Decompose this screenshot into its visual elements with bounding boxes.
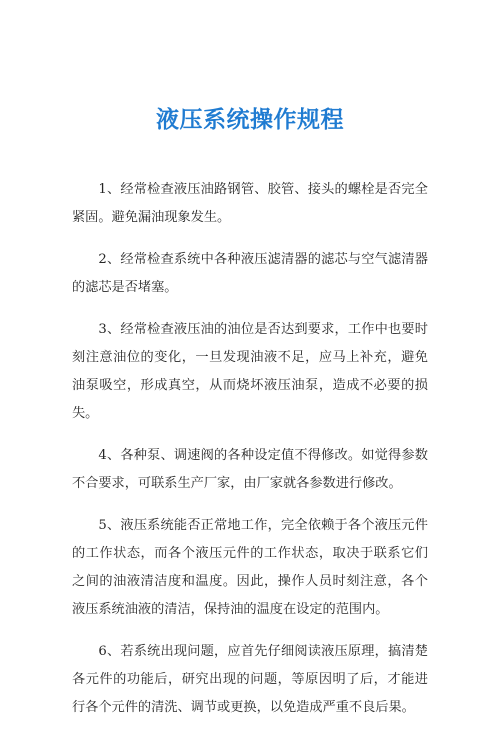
paragraph-6: 6、若系统出现问题，应首先仔细阅读液压原理，搞清楚各元件的功能后，研究出现的问题，等原因明了后，才能进行各个元件的清洗、调节或更换，以免造成严重不良后果。: [72, 644, 428, 715]
document-body: [72, 176, 428, 736]
paragraph-4: 4、各种泵、调速阀的各种设定值不得修改。如觉得参数不合要求，可联系生产厂家，由厂家就各参数进行修改。: [72, 448, 428, 491]
paragraph-1: 1、经常检查液压油路钢管、胶管、接头的螺栓是否完全紧固。避免漏油现象发生。: [72, 182, 428, 225]
paragraph-5: 5、液压系统能否正常地工作，完全依赖于各个液压元件的工作状态，而各个液压元件的工作状态，取决于联系它们之间的油液清洁度和温度。因此，操作人员时刻注意，各个液压系统油液的清洁，保持油的温度在设定的范围内。: [72, 518, 428, 617]
paragraph-3: 3、经常检查液压油的油位是否达到要求，工作中也要时刻注意油位的变化，一旦发现油液不足，应马上补充，避免油泵吸空，形成真空，从而烧坏液压油泵，造成不必要的损失。: [72, 322, 428, 421]
paragraph-2: 2、经常检查系统中各种液压滤清器的滤芯与空气滤清器的滤芯是否堵塞。: [72, 252, 428, 295]
document-title: 液压系统操作规程: [156, 107, 344, 133]
